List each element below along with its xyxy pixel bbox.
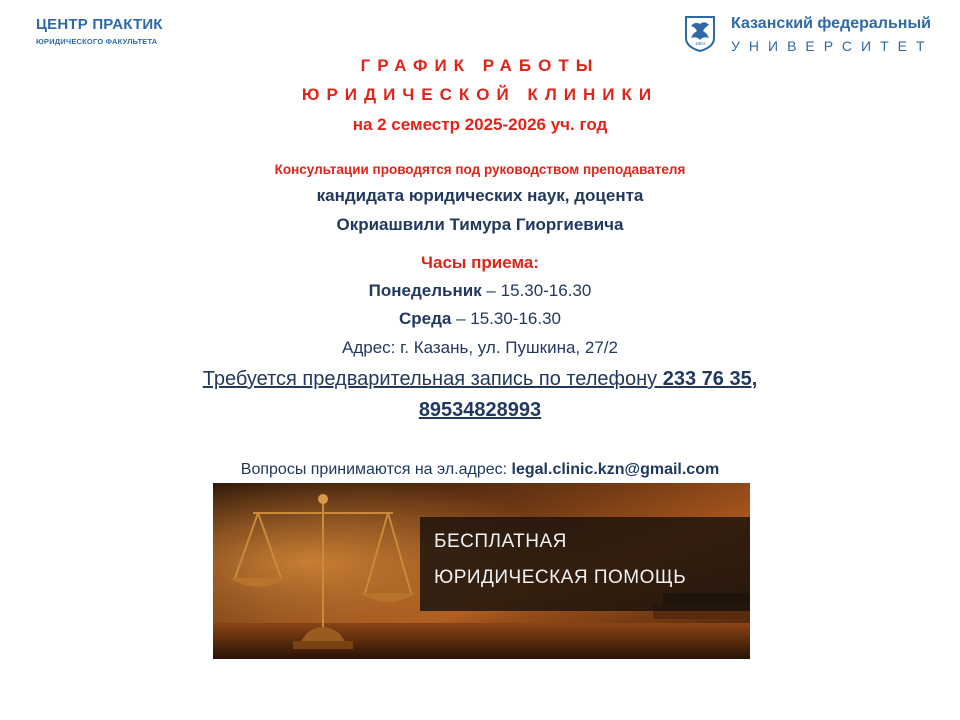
university-logo — [683, 14, 934, 56]
day-name: Среда — [398, 309, 452, 328]
schedule-semester: на 2 семестр 2025-2026 уч. год — [352, 115, 608, 134]
free-legal-aid-banner — [213, 483, 750, 659]
phone-link-2[interactable]: 89534828993 — [418, 399, 542, 421]
day-time: 15.30-16.30 — [500, 281, 592, 300]
schedule-title-line1: ГРАФИК РАБОТЫ — [360, 56, 600, 75]
day-separator: – — [481, 281, 501, 300]
center-logo-text — [36, 16, 163, 46]
phone-link-1[interactable]: 233 76 35, — [662, 368, 758, 390]
schedule-row-wednesday — [0, 309, 960, 329]
booking-text: Требуется предварительная запись по телефону — [202, 368, 663, 390]
day-separator: – — [451, 309, 471, 328]
consultation-note: Консультации проводятся под руководством преподавателя — [274, 162, 686, 177]
center-subtitle: ЮРИДИЧЕСКОГО ФАКУЛЬТЕТА — [36, 37, 158, 46]
banner-line2: ЮРИДИЧЕСКАЯ ПОМОЩЬ — [434, 567, 687, 588]
email-link[interactable]: legal.clinic.kzn@gmail.com — [511, 461, 720, 478]
booking-note — [0, 368, 960, 391]
supervisor-name: Окриашвили Тимура Гиоргиевича — [336, 215, 624, 234]
seal-year: 1804 — [694, 41, 706, 46]
email-label: Вопросы принимаются на эл.адрес: — [240, 461, 512, 478]
day-name: Понедельник — [368, 281, 482, 300]
address: Адрес: г. Казань, ул. Пушкина, 27/2 — [342, 338, 618, 357]
university-name-line1: Казанский федеральный — [731, 15, 931, 32]
hours-heading: Часы приема: — [421, 253, 539, 272]
center-title: ЦЕНТР ПРАКТИК — [36, 16, 163, 33]
supervisor-degree: кандидата юридических наук, доцента — [316, 186, 644, 205]
day-time: 15.30-16.30 — [470, 309, 562, 328]
schedule-row-monday — [0, 281, 960, 301]
banner-line1: БЕСПЛАТНАЯ — [434, 531, 567, 552]
university-name-line2: УНИВЕРСИТЕТ — [731, 38, 934, 54]
university-seal-icon — [683, 14, 717, 52]
email-line — [0, 461, 960, 479]
schedule-title-line2: ЮРИДИЧЕСКОЙ КЛИНИКИ — [301, 85, 659, 104]
